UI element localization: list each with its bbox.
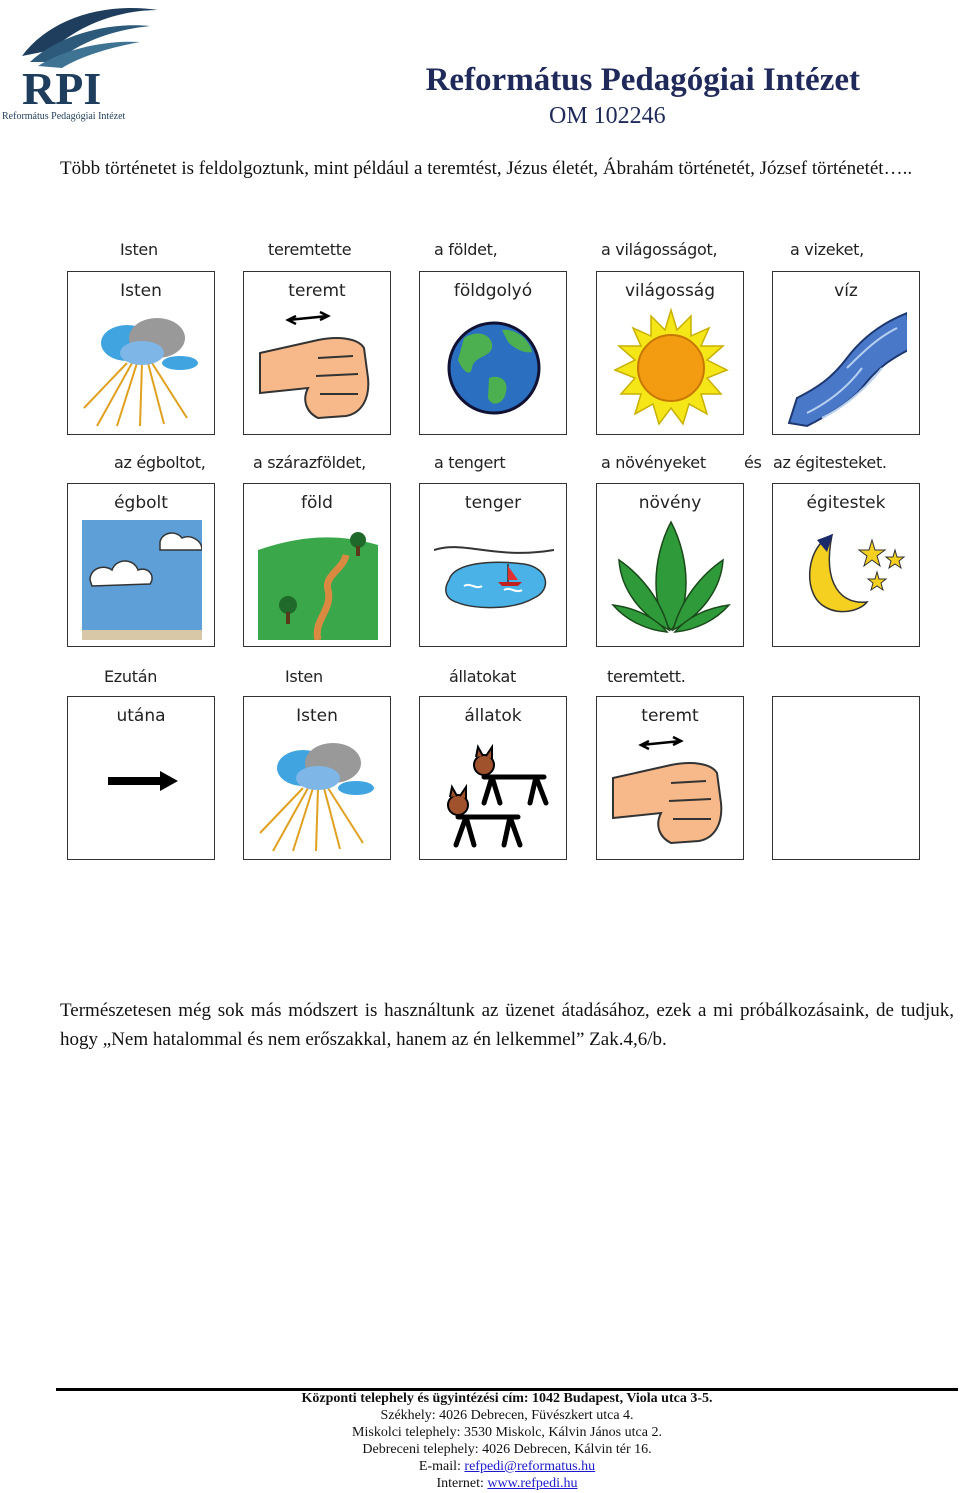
symbol-card-fold <box>243 483 391 647</box>
symbol-card-viz <box>772 271 920 435</box>
footer-seat-address: Székhely: 4026 Debrecen, Füvészkert utca 4. <box>380 1408 634 1423</box>
footer-debrecen-address: Debreceni telephely: 4026 Debrecen, Kálvin tér 16. <box>362 1442 652 1457</box>
symbol-card-empty <box>772 696 920 860</box>
symbol-card-isten <box>67 271 215 435</box>
organization-name: Református Pedagógiai Intézet <box>425 62 860 98</box>
symbol-card-teremt <box>243 271 391 435</box>
water-icon <box>787 308 907 428</box>
row1-caption-3: a földet, <box>434 240 498 259</box>
svg-text:RPI: RPI <box>22 63 102 114</box>
row2-caption-3: a tengert <box>434 453 506 472</box>
email-link[interactable]: refpedi@reformatus.hu <box>464 1459 596 1474</box>
symbol-card-tenger <box>419 483 567 647</box>
card-label: teremt <box>288 281 346 301</box>
card-label: égitestek <box>806 493 886 513</box>
card-label: Isten <box>120 281 162 301</box>
card-label: állatok <box>464 706 522 726</box>
card-label: égbolt <box>114 493 168 513</box>
symbol-card-egbolt <box>67 483 215 647</box>
symbol-card-foldgolyo <box>419 271 567 435</box>
row3-caption-1: Ezután <box>104 667 158 686</box>
row2-caption-5: és <box>744 453 762 472</box>
sky-icon <box>82 520 202 640</box>
card-label: földgolyó <box>453 281 533 301</box>
row2-caption-4: a növényeket <box>601 453 706 472</box>
plant-icon <box>611 520 731 640</box>
footer-email-label: E-mail: <box>418 1459 461 1474</box>
god-clouds-icon <box>258 733 378 853</box>
row1-caption-2: teremtette <box>268 240 352 259</box>
intro-paragraph: Több történetet is feldolgoztunk, mint például a teremtést, Jézus életét, Ábrahám történetét, József történetét….. <box>60 158 913 179</box>
symbol-card-utana <box>67 696 215 860</box>
card-label: Isten <box>296 706 338 726</box>
arrow-right-icon <box>82 733 202 853</box>
symbol-card-allatok <box>419 696 567 860</box>
footer-web-label: Internet: <box>436 1476 484 1491</box>
moon-stars-icon <box>787 520 907 640</box>
footer-miskolc-address: Miskolci telephely: 3530 Miskolc, Kálvin János utca 2. <box>352 1425 662 1440</box>
row3-caption-2: Isten <box>285 667 323 686</box>
row2-caption-2: a szárazföldet, <box>253 453 366 472</box>
card-label: világosság <box>624 281 716 301</box>
card-label: tenger <box>464 493 522 513</box>
svg-text:Református Pedagógiai Intézet: Református Pedagógiai Intézet <box>2 111 126 122</box>
symbol-card-noveny <box>596 483 744 647</box>
creating-hand-icon <box>611 733 731 853</box>
row3-caption-4: teremtett. <box>607 667 686 686</box>
footer-central-address: Központi telephely és ügyintézési cím: 1042 Budapest, Viola utca 3-5. <box>301 1391 713 1406</box>
sun-icon <box>611 308 731 428</box>
globe-icon <box>434 308 554 428</box>
card-label: föld <box>301 493 333 513</box>
row2-caption-6: az égitesteket. <box>773 453 887 472</box>
symbol-card-isten-2 <box>243 696 391 860</box>
god-clouds-icon <box>82 308 202 428</box>
footer-email-line <box>56 1458 958 1475</box>
symbol-card-vilagossag <box>596 271 744 435</box>
card-label: víz <box>834 281 858 301</box>
row1-caption-1: Isten <box>120 240 158 259</box>
closing-paragraph: Természetesen még sok más módszert is használtunk az üzenet átadásához, ezek a mi próbálkozásaink, de tudjuk, hogy „Nem hatalommal és nem erőszakkal, hanem az én lelkemmel” Zak.4,6/b. <box>60 1000 954 1050</box>
card-label: utána <box>116 706 166 726</box>
footer-web-line <box>56 1475 958 1492</box>
row3-caption-3: állatokat <box>449 667 516 686</box>
card-label: teremt <box>641 706 699 726</box>
sea-icon <box>434 520 554 640</box>
website-link[interactable]: www.refpedi.hu <box>487 1476 578 1491</box>
footer <box>56 1390 958 1492</box>
card-label: növény <box>638 493 702 513</box>
rpi-logo <box>0 0 165 125</box>
row1-caption-4: a világosságot, <box>601 240 718 259</box>
symbol-card-teremt-2 <box>596 696 744 860</box>
creating-hand-icon <box>258 308 378 428</box>
row2-caption-1: az égboltot, <box>114 453 206 472</box>
animals-icon <box>434 733 554 853</box>
land-icon <box>258 520 378 640</box>
symbol-card-egitestek <box>772 483 920 647</box>
row1-caption-5: a vizeket, <box>790 240 864 259</box>
om-code: OM 102246 <box>549 103 666 129</box>
